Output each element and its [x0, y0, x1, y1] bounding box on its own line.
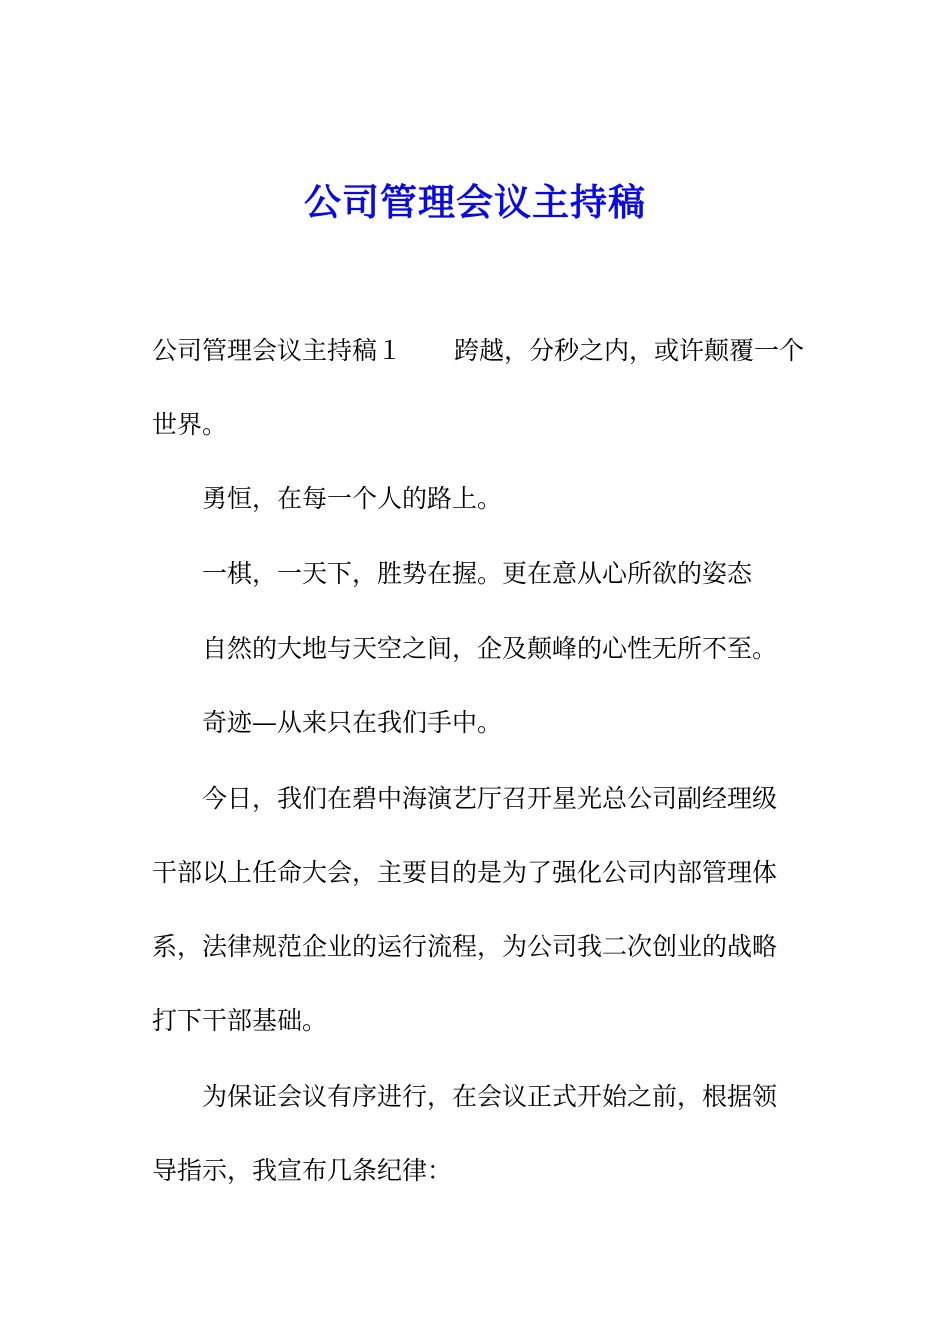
paragraph-line: 自然的大地与天空之间，企及颠峰的心性无所不至。 [202, 634, 778, 663]
paragraph-line: 系，法律规范企业的运行流程，为公司我二次创业的战略 [152, 932, 778, 961]
paragraph-line: 为保证会议有序进行，在会议正式开始之前，根据领 [202, 1082, 778, 1111]
paragraph-line: 一棋，一天下，胜势在握。更在意从心所欲的姿态 [202, 559, 753, 588]
paragraph-line: 干部以上任命大会，主要目的是为了强化公司内部管理体 [152, 858, 778, 887]
paragraph-line: 勇恒，在每一个人的路上。 [202, 484, 503, 513]
paragraph-text: 跨越，分秒之内，或许颠覆一个 [454, 336, 805, 365]
section-heading: 公司管理会议主持稿１ [152, 336, 403, 365]
paragraph-line: 世界。 [152, 410, 228, 439]
paragraph-line: 导指示，我宣布几条纪律： [152, 1156, 453, 1185]
paragraph-line: 打下干部基础。 [152, 1006, 328, 1035]
paragraph-line: 奇迹—从来只在我们手中。 [202, 708, 503, 737]
paragraph-line: 今日，我们在碧中海演艺厅召开星光总公司副经理级 [202, 784, 778, 813]
paragraph-line [152, 333, 804, 369]
document-title: 公司管理会议主持稿 [304, 180, 646, 224]
